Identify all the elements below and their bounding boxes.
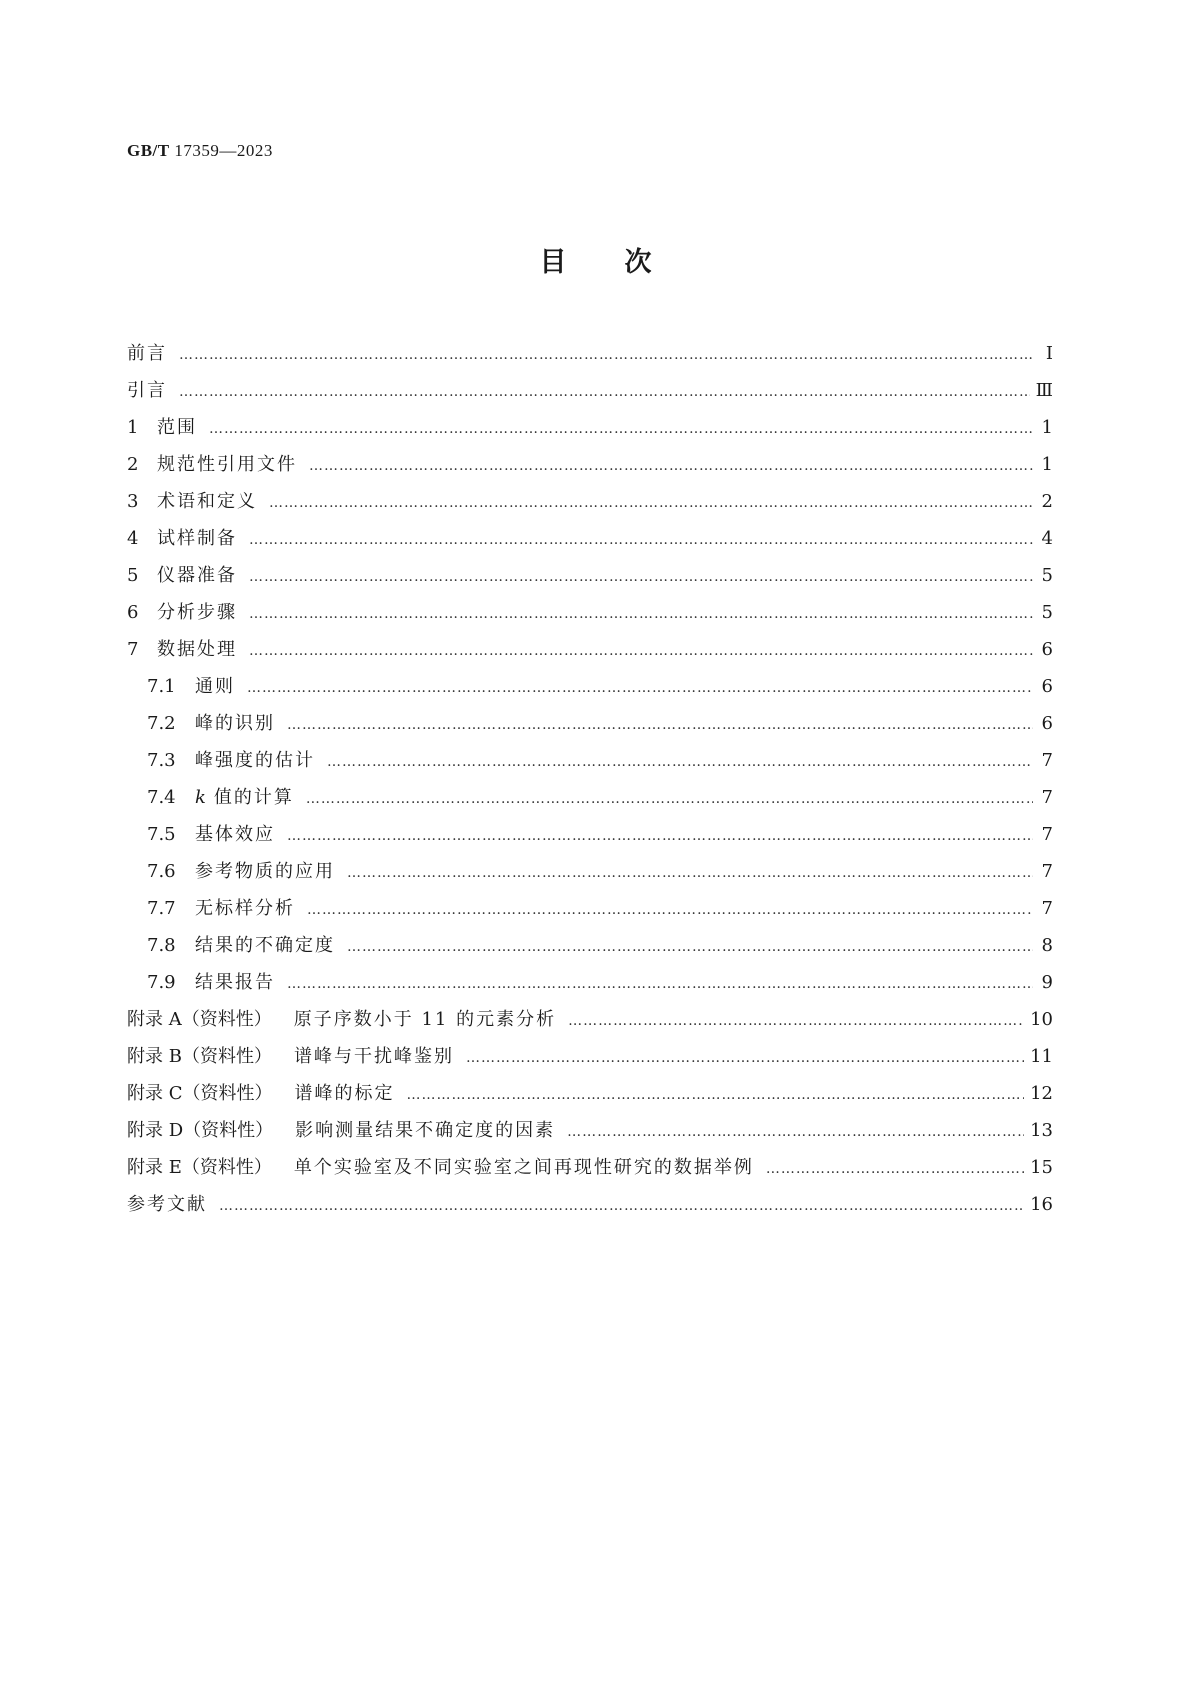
toc-label: 试样制备 — [157, 528, 237, 549]
dot-leader — [287, 828, 1033, 844]
dot-leader — [466, 1050, 1024, 1066]
toc-label: 引言 — [127, 380, 167, 401]
toc-page: 10 — [1030, 1009, 1053, 1030]
dot-leader — [567, 1124, 1024, 1140]
dot-leader — [287, 717, 1033, 733]
toc-page: 6 — [1041, 713, 1053, 734]
toc-number: 6 — [127, 602, 139, 623]
standard-prefix: GB/T — [127, 141, 170, 160]
toc-page: 16 — [1030, 1194, 1053, 1215]
toc-label: 范围 — [157, 417, 197, 438]
toc-entry-7-7[interactable] — [127, 894, 1053, 931]
toc-entry-references[interactable] — [127, 1190, 1053, 1227]
toc-page: 1 — [1041, 417, 1053, 438]
toc-entry-7-5[interactable] — [127, 820, 1053, 857]
dot-leader — [287, 976, 1033, 992]
toc-number: 7.8 — [147, 935, 176, 956]
toc-number: 附录 D（资料性） — [127, 1120, 274, 1141]
toc-number: 2 — [127, 454, 139, 475]
toc-entry-7-9[interactable] — [127, 968, 1053, 1005]
toc-number: 5 — [127, 565, 139, 586]
toc-number: 1 — [127, 417, 139, 438]
toc-number: 附录 A（资料性） — [127, 1009, 272, 1030]
dot-leader — [209, 421, 1033, 437]
toc-number: 7.3 — [147, 750, 176, 771]
toc-page: 5 — [1041, 602, 1053, 623]
toc-entry-7[interactable] — [127, 635, 1053, 672]
toc-number: 附录 C（资料性） — [127, 1083, 273, 1104]
toc-label: 峰的识别 — [195, 713, 275, 734]
toc-label: 峰强度的估计 — [195, 750, 315, 771]
k-symbol: k — [195, 787, 208, 808]
toc-entry-appendix-a[interactable] — [127, 1005, 1053, 1042]
dot-leader — [307, 902, 1033, 918]
toc-entry-appendix-d[interactable] — [127, 1116, 1053, 1153]
toc-label: 单个实验室及不同实验室之间再现性研究的数据举例 — [293, 1157, 754, 1178]
toc-number: 4 — [127, 528, 139, 549]
toc-label: 规范性引用文件 — [157, 454, 297, 475]
toc-label: 数据处理 — [157, 639, 237, 660]
toc-number: 7.7 — [147, 898, 176, 919]
toc-entry-7-2[interactable] — [127, 709, 1053, 746]
document-code — [127, 141, 273, 161]
toc-entry-4[interactable] — [127, 524, 1053, 561]
toc-entry-6[interactable] — [127, 598, 1053, 635]
dot-leader — [219, 1198, 1024, 1214]
dot-leader — [179, 347, 1033, 363]
toc-label-text: 值的计算 — [213, 787, 294, 808]
dot-leader — [407, 1087, 1025, 1103]
dot-leader — [249, 643, 1033, 659]
dot-leader — [327, 754, 1033, 770]
toc-entry-5[interactable] — [127, 561, 1053, 598]
toc-page: 7 — [1041, 861, 1053, 882]
toc-page: 9 — [1041, 972, 1053, 993]
toc-page: 2 — [1041, 491, 1053, 512]
toc-label: 仪器准备 — [157, 565, 237, 586]
toc-label: 谱峰与干扰峰鉴别 — [293, 1046, 454, 1067]
toc-entry-introduction[interactable] — [127, 376, 1053, 413]
toc-number: 7 — [127, 639, 139, 660]
toc-entry-foreword[interactable] — [127, 339, 1053, 376]
dot-leader — [179, 384, 1030, 400]
toc-label: 参考文献 — [127, 1194, 207, 1215]
toc-entry-appendix-c[interactable] — [127, 1079, 1053, 1116]
dot-leader — [347, 865, 1033, 881]
toc-entry-7-4[interactable] — [127, 783, 1053, 820]
toc-number: 附录 E（资料性） — [127, 1157, 272, 1178]
toc-entry-3[interactable] — [127, 487, 1053, 524]
toc-entry-appendix-e[interactable] — [127, 1153, 1053, 1190]
dot-leader — [247, 680, 1033, 696]
toc-label: 分析步骤 — [157, 602, 237, 623]
toc-number: 3 — [127, 491, 139, 512]
toc-page: 11 — [1030, 1046, 1053, 1067]
toc-page: 4 — [1041, 528, 1053, 549]
toc-label — [195, 783, 294, 809]
toc-label: 结果报告 — [195, 972, 275, 993]
toc-label: 参考物质的应用 — [195, 861, 335, 882]
toc-label: 基体效应 — [195, 824, 275, 845]
table-of-contents — [127, 339, 1053, 1227]
toc-entry-appendix-b[interactable] — [127, 1042, 1053, 1079]
toc-label: 原子序数小于 11 的元素分析 — [293, 1009, 557, 1030]
toc-page: 12 — [1030, 1083, 1053, 1104]
dot-leader — [249, 569, 1033, 585]
dot-leader — [306, 791, 1033, 807]
toc-label: 前言 — [127, 343, 167, 364]
toc-page: 1 — [1041, 454, 1053, 475]
toc-label: 术语和定义 — [157, 491, 257, 512]
toc-label: 结果的不确定度 — [195, 935, 335, 956]
dot-leader — [309, 458, 1033, 474]
dot-leader — [347, 939, 1033, 955]
toc-page: Ⅰ — [1045, 343, 1053, 364]
dot-leader — [249, 532, 1033, 548]
toc-label: 无标样分析 — [195, 898, 295, 919]
toc-entry-7-1[interactable] — [127, 672, 1053, 709]
toc-label: 通则 — [195, 676, 235, 697]
toc-page: Ⅲ — [1035, 380, 1053, 401]
toc-page: 7 — [1041, 898, 1053, 919]
toc-entry-7-6[interactable] — [127, 857, 1053, 894]
toc-page: 5 — [1041, 565, 1053, 586]
toc-number: 7.4 — [147, 787, 176, 808]
toc-entry-7-8[interactable] — [127, 931, 1053, 968]
toc-page: 7 — [1041, 824, 1053, 845]
toc-label: 谱峰的标定 — [294, 1083, 395, 1104]
standard-number: 17359—2023 — [174, 141, 273, 160]
dot-leader — [249, 606, 1033, 622]
toc-page: 6 — [1041, 639, 1053, 660]
toc-number: 7.1 — [147, 676, 176, 697]
toc-page: 13 — [1030, 1120, 1053, 1141]
toc-page: 15 — [1030, 1157, 1053, 1178]
page-title: 目次 — [539, 247, 710, 278]
dot-leader — [766, 1161, 1024, 1177]
toc-page: 6 — [1041, 676, 1053, 697]
toc-page: 8 — [1041, 935, 1053, 956]
toc-entry-1[interactable] — [127, 413, 1053, 450]
toc-entry-7-3[interactable] — [127, 746, 1053, 783]
toc-number: 附录 B（资料性） — [127, 1046, 272, 1067]
toc-page: 7 — [1041, 787, 1053, 808]
toc-page: 7 — [1041, 750, 1053, 771]
toc-number: 7.2 — [147, 713, 176, 734]
toc-label: 影响测量结果不确定度的因素 — [295, 1120, 556, 1141]
toc-entry-2[interactable] — [127, 450, 1053, 487]
dot-leader — [269, 495, 1033, 511]
dot-leader — [568, 1013, 1024, 1029]
toc-number: 7.9 — [147, 972, 176, 993]
toc-number: 7.6 — [147, 861, 176, 882]
toc-number: 7.5 — [147, 824, 176, 845]
